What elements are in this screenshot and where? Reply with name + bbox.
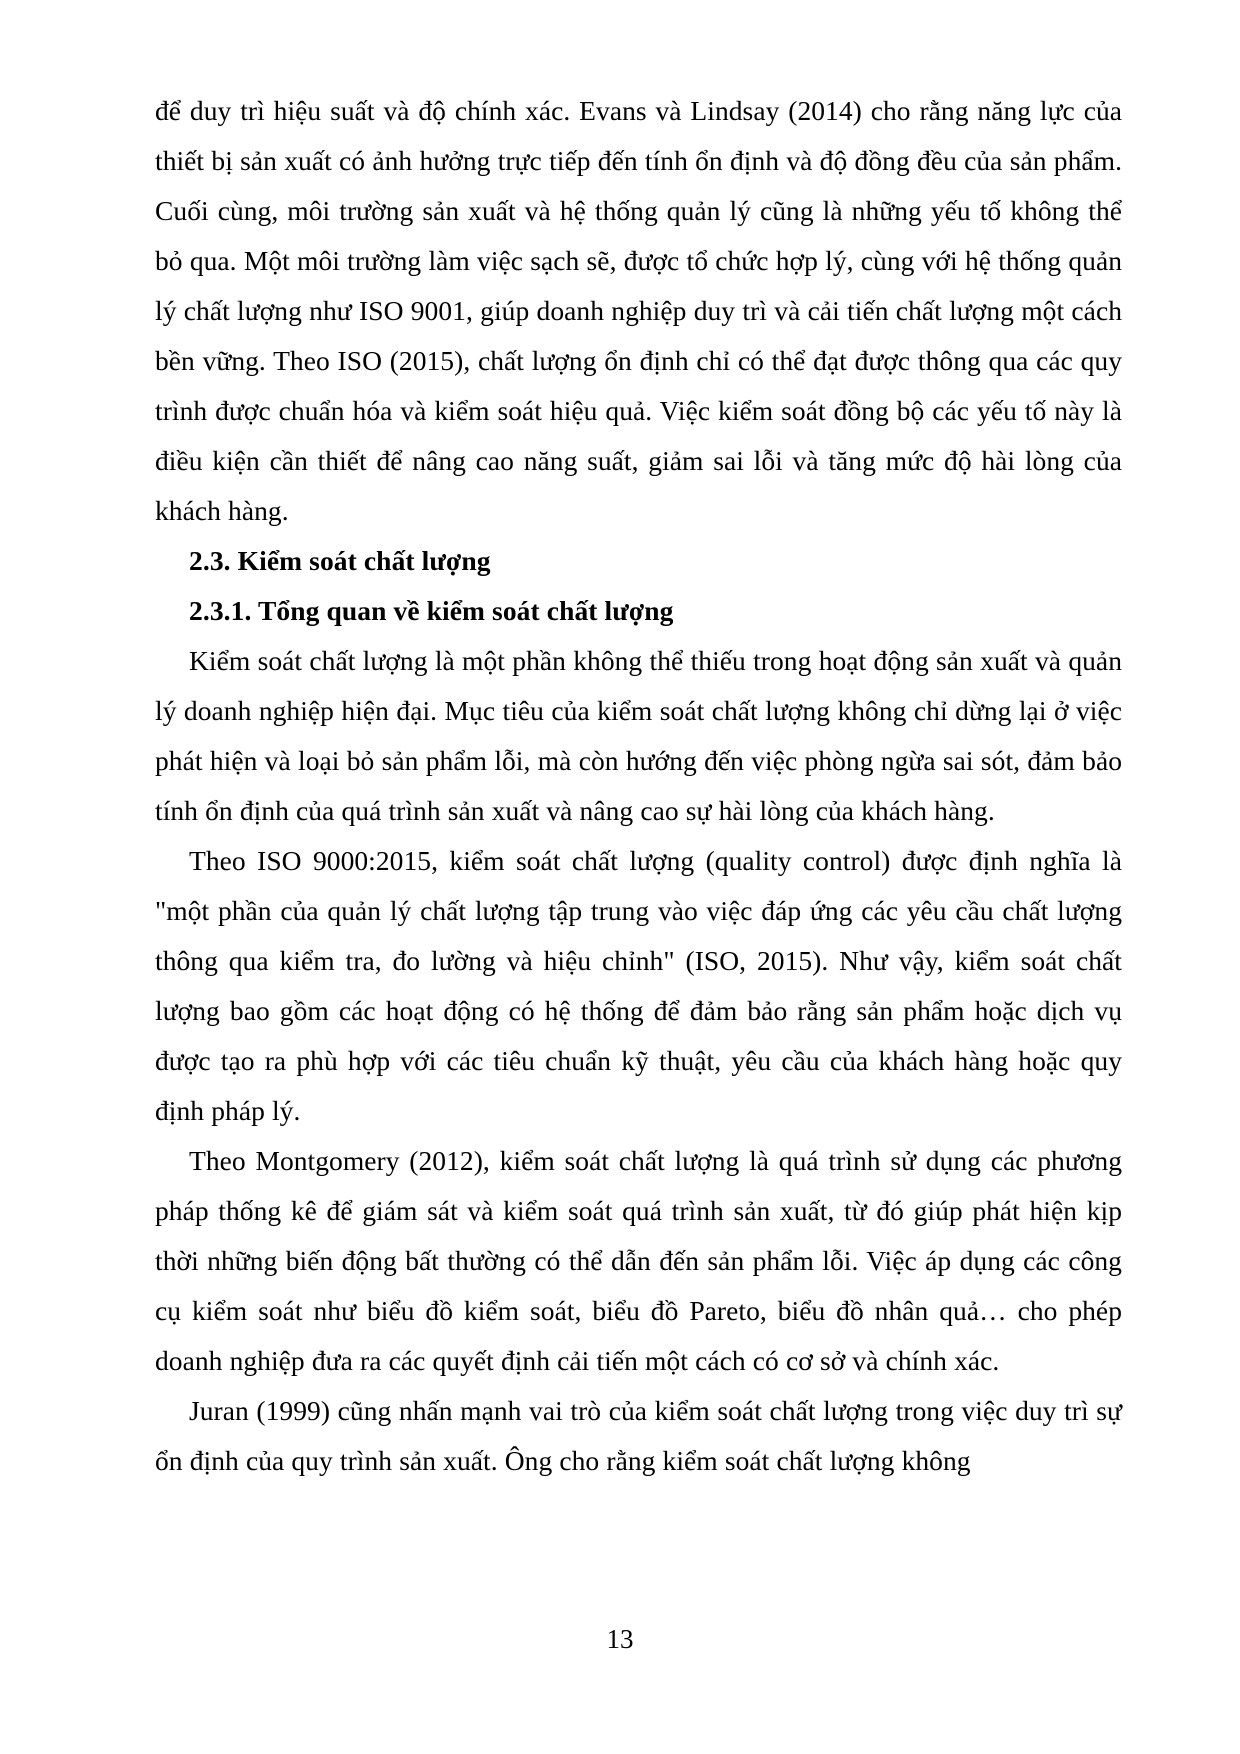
paragraph-equipment-capability: để duy trì hiệu suất và độ chính xác. Evans và Lindsay (2014) cho rằng năng lực của thiết bị sản xuất có ảnh hưởng trực tiếp đến tính ổn định và độ đồng đều của sản phẩm. Cuối cùng, môi trường sản xuất và hệ thống quản lý cũng là những yếu tố không thể bỏ qua. Một môi trường làm việc sạch sẽ, được tổ chức hợp lý, cùng với hệ thống quản lý chất lượng như ISO 9001, giúp doanh nghiệp duy trì và cải tiến chất lượng một cách bền vững. Theo ISO (2015), chất lượng ổn định chỉ có thể đạt được thông qua các quy trình được chuẩn hóa và kiểm soát hiệu quả. Việc kiểm soát đồng bộ các yếu tố này là điều kiện cần thiết để nâng cao năng suất, giảm sai lỗi và tăng mức độ hài lòng của khách hàng. — [155, 95, 1122, 526]
page-content — [155, 86, 1122, 1486]
paragraph-qc-indispensable: Kiểm soát chất lượng là một phần không thể thiếu trong hoạt động sản xuất và quản lý doanh nghiệp hiện đại. Mục tiêu của kiểm soát chất lượng không chỉ dừng lại ở việc phát hiện và loại bỏ sản phẩm lỗi, mà còn hướng đến việc phòng ngừa sai sót, đảm bảo tính ổn định của quá trình sản xuất và nâng cao sự hài lòng của khách hàng. — [155, 645, 1122, 826]
page-number: 13 — [606, 1624, 634, 1654]
heading-2-3-quality-control: 2.3. Kiểm soát chất lượng — [189, 545, 491, 576]
heading-2-3-1-overview: 2.3.1. Tổng quan về kiểm soát chất lượng — [189, 595, 674, 626]
paragraph-juran-stability: Juran (1999) cũng nhấn mạnh vai trò của kiểm soát chất lượng trong việc duy trì sự ổn định của quy trình sản xuất. Ông cho rằng kiểm soát chất lượng không — [155, 1395, 1122, 1476]
paragraph-montgomery-statistical: Theo Montgomery (2012), kiểm soát chất lượng là quá trình sử dụng các phương pháp thống kê để giám sát và kiểm soát quá trình sản xuất, từ đó giúp phát hiện kịp thời những biến động bất thường có thể dẫn đến sản phẩm lỗi. Việc áp dụng các công cụ kiểm soát như biểu đồ kiểm soát, biểu đồ Pareto, biểu đồ nhân quả… cho phép doanh nghiệp đưa ra các quyết định cải tiến một cách có cơ sở và chính xác. — [155, 1145, 1122, 1376]
paragraph-iso-9000-definition: Theo ISO 9000:2015, kiểm soát chất lượng (quality control) được định nghĩa là "một phần của quản lý chất lượng tập trung vào việc đáp ứng các yêu cầu chất lượng thông qua kiểm tra, đo lường và hiệu chỉnh" (ISO, 2015). Như vậy, kiểm soát chất lượng bao gồm các hoạt động có hệ thống để đảm bảo rằng sản phẩm hoặc dịch vụ được tạo ra phù hợp với các tiêu chuẩn kỹ thuật, yêu cầu của khách hàng hoặc quy định pháp lý. — [155, 845, 1122, 1126]
